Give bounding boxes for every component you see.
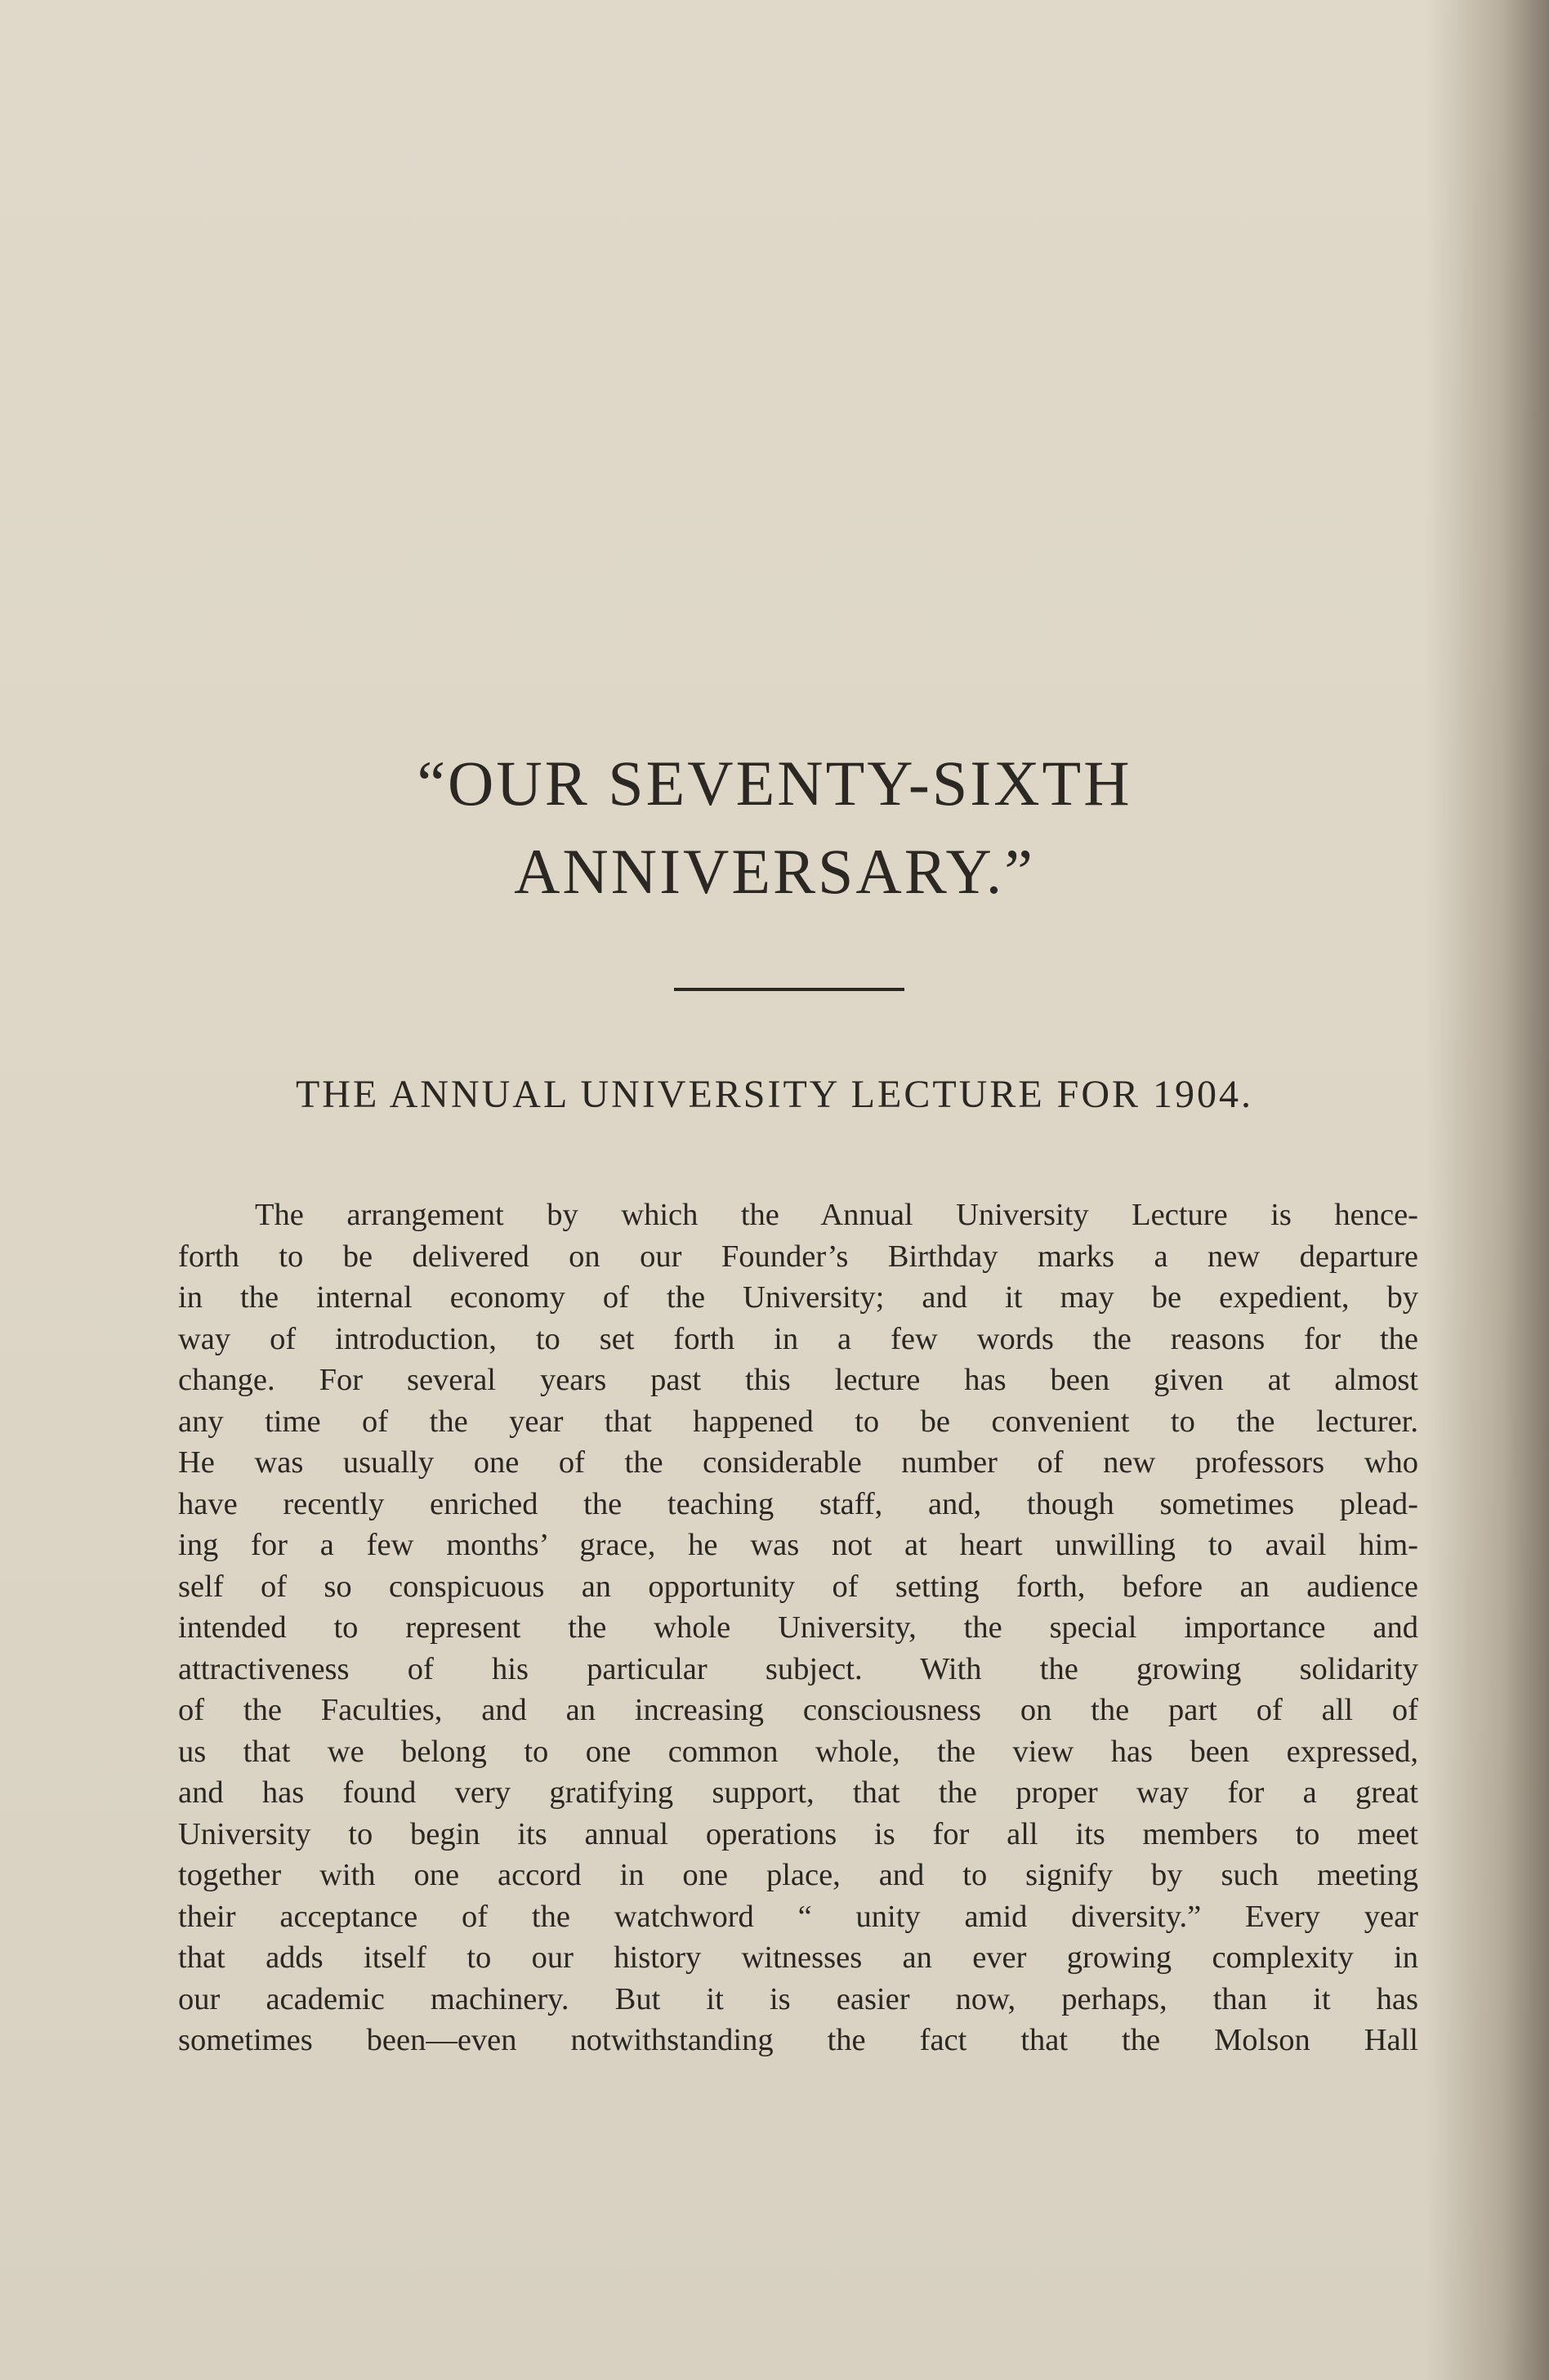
- text-line: sometimes been—even notwithstanding the fact that the Molson Hall: [178, 2023, 1418, 2057]
- text-line: He was usually one of the considerable number of new professors who: [178, 1445, 1418, 1480]
- text-line: us that we belong to one common whole, the view has been expressed,: [178, 1734, 1418, 1769]
- lecture-subtitle: THE ANNUAL UNIVERSITY LECTURE FOR 1904.: [295, 1073, 1254, 1116]
- text-line: attractiveness of his particular subject. With the growing solidarity: [178, 1651, 1418, 1686]
- title-divider: [674, 988, 904, 991]
- text-line: self of so conspicuous an opportunity of setting forth, before an audience: [178, 1569, 1418, 1604]
- text-line: have recently enriched the teaching staff, and, though sometimes plead-: [178, 1486, 1418, 1521]
- title-line-1: “OUR SEVENTY-SIXTH: [417, 748, 1132, 819]
- page-title: [0, 739, 1549, 916]
- text-line: University to begin its annual operations is for all its members to meet: [178, 1816, 1418, 1851]
- text-line: and has found very gratifying support, that the proper way for a great: [178, 1775, 1418, 1810]
- text-line: The arrangement by which the Annual University Lecture is hence-: [255, 1198, 1418, 1232]
- text-line: in the internal economy of the University; and it may be expedient, by: [178, 1280, 1418, 1315]
- text-line: their acceptance of the watchword “ unity amid diversity.” Every year: [178, 1899, 1418, 1934]
- bleed-through-texture: [188, 229, 1430, 1046]
- text-line: together with one accord in one place, and to signify by such meeting: [178, 1858, 1418, 1892]
- text-line: any time of the year that happened to be convenient to the lecturer.: [178, 1404, 1418, 1439]
- text-line: change. For several years past this lecture has been given at almost: [178, 1363, 1418, 1397]
- text-line: way of introduction, to set forth in a few words the reasons for the: [178, 1321, 1418, 1356]
- text-line: forth to be delivered on our Founder’s Birthday marks a new departure: [178, 1239, 1418, 1274]
- text-line: our academic machinery. But it is easier now, perhaps, than it has: [178, 1981, 1418, 2016]
- text-line: that adds itself to our history witnesses an ever growing complexity in: [178, 1940, 1418, 1975]
- body-paragraph: [178, 1194, 1418, 2061]
- title-line-2: ANNIVERSARY.”: [514, 836, 1035, 907]
- text-line: of the Faculties, and an increasing consciousness on the part of all of: [178, 1693, 1418, 1727]
- text-line: intended to represent the whole University, the special importance and: [178, 1610, 1418, 1645]
- text-line: ing for a few months’ grace, he was not at heart unwilling to avail him-: [178, 1528, 1418, 1562]
